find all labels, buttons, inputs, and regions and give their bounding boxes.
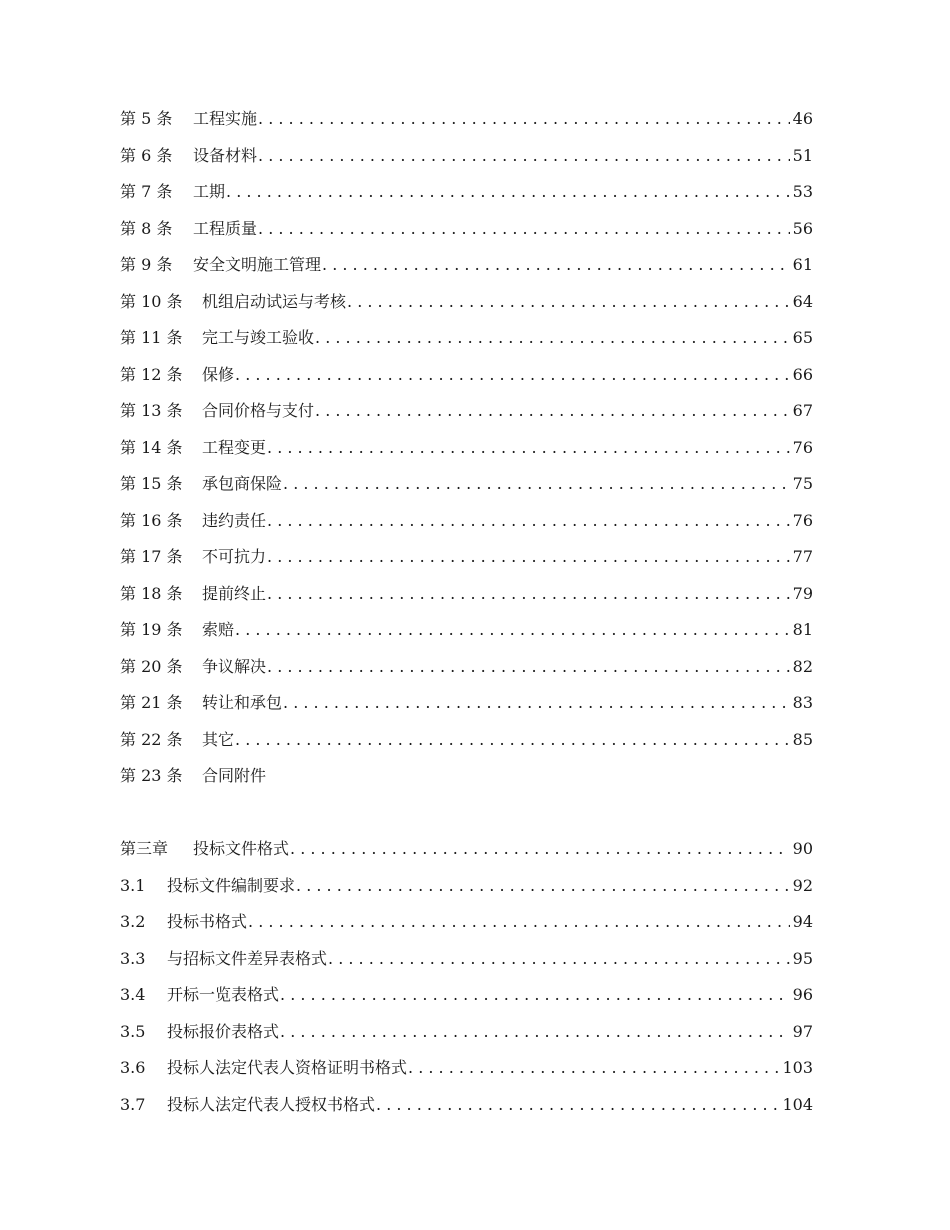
toc-entry-article-23[interactable] [120,758,813,795]
entry-page: 77 [792,547,813,566]
toc-entry-article-9[interactable] [120,247,813,284]
entry-title: 合同附件 [202,766,267,785]
dot-leader [248,904,790,941]
dot-leader [315,393,790,430]
entry-page: 90 [792,839,813,858]
entry-title: 投标报价表格式 [167,1021,280,1041]
entry-title: 安全文明施工管理 [193,255,322,274]
toc-entry-article-6[interactable] [120,138,813,175]
dot-leader [267,503,790,540]
dot-leader [376,1087,779,1124]
dot-leader [235,612,790,649]
entry-number: 第 19 条 [120,620,183,639]
entry-number: 3.7 [120,1094,146,1114]
dot-leader [267,576,790,613]
entry-title: 不可抗力 [202,547,267,566]
entry-page: 83 [792,693,813,712]
entry-number: 3.1 [120,875,146,895]
dot-leader [290,831,790,868]
entry-title: 提前终止 [202,583,267,603]
entry-title: 转让和承包 [202,693,283,712]
dot-leader [267,539,790,576]
toc-entry-section-3-1[interactable] [120,868,813,905]
entry-number: 第 21 条 [120,693,183,712]
entry-title: 投标文件编制要求 [167,875,296,895]
entry-number: 第 10 条 [120,291,183,311]
toc-entry-article-18[interactable] [120,576,813,613]
entry-title: 开标一览表格式 [167,985,280,1004]
entry-title: 工程实施 [193,109,258,128]
toc-entry-article-16[interactable] [120,503,813,540]
entry-title: 设备材料 [193,145,258,165]
entry-page: 76 [792,437,813,457]
entry-page: 53 [792,182,813,201]
toc-entry-article-10[interactable] [120,284,813,321]
entry-page: 56 [792,218,813,238]
entry-number: 第 15 条 [120,474,183,493]
toc-entry-section-3-5[interactable] [120,1014,813,1051]
dot-leader [322,247,790,284]
entry-number: 第 16 条 [120,510,183,530]
entry-number: 第 13 条 [120,401,183,420]
entry-page: 104 [782,1094,813,1114]
toc-entry-article-19[interactable] [120,612,813,649]
entry-number: 第 20 条 [120,656,183,676]
entry-title: 违约责任 [202,510,267,530]
entry-title: 投标书格式 [167,912,248,931]
entry-title: 索赔 [202,620,235,639]
entry-title: 机组启动试运与考核 [202,291,347,311]
dot-leader [296,868,790,905]
entry-number: 第三章 [120,839,169,858]
entry-page: 92 [792,875,813,895]
entry-title: 合同价格与支付 [202,401,315,420]
toc-entry-section-3-4[interactable] [120,977,813,1014]
toc-entry-section-3-3[interactable] [120,941,813,978]
entry-number: 第 23 条 [120,766,183,785]
toc-entry-article-8[interactable] [120,211,813,248]
toc-entry-article-17[interactable] [120,539,813,576]
toc-entry-article-13[interactable] [120,393,813,430]
entry-title: 工程变更 [202,437,267,457]
entry-page: 61 [792,255,813,274]
dot-leader [226,174,790,211]
entry-number: 3.2 [120,912,146,931]
entry-number: 第 14 条 [120,437,183,457]
entry-number: 第 17 条 [120,547,183,566]
entry-number: 第 18 条 [120,583,183,603]
entry-title: 争议解决 [202,656,267,676]
entry-number: 第 22 条 [120,729,183,749]
entry-page: 95 [792,948,813,968]
dot-leader [280,977,790,1014]
entry-page: 97 [792,1021,813,1041]
dot-leader [235,722,790,759]
toc-entry-section-3-6[interactable] [120,1050,813,1087]
entry-number: 第 12 条 [120,364,183,384]
entry-title: 完工与竣工验收 [202,328,315,347]
table-of-contents [120,101,813,1123]
entry-title: 工期 [193,182,226,201]
entry-page: 75 [792,474,813,493]
entry-page: 76 [792,510,813,530]
toc-entry-article-21[interactable] [120,685,813,722]
entry-title: 保修 [202,364,235,384]
entry-number: 3.5 [120,1021,146,1041]
dot-leader [267,430,790,467]
toc-entry-article-22[interactable] [120,722,813,759]
entry-title: 工程质量 [193,218,258,238]
toc-entry-article-12[interactable] [120,357,813,394]
entry-number: 3.4 [120,985,146,1004]
entry-number: 第 8 条 [120,218,173,238]
entry-number: 3.3 [120,948,146,968]
entry-page: 66 [792,364,813,384]
dot-leader [267,649,790,686]
entry-page: 65 [792,328,813,347]
entry-page: 85 [792,729,813,749]
entry-title: 与招标文件差异表格式 [167,948,328,968]
toc-entry-article-14[interactable] [120,430,813,467]
entry-number: 第 9 条 [120,255,173,274]
entry-title: 投标人法定代表人资格证明书格式 [167,1058,408,1077]
entry-number: 第 6 条 [120,145,173,165]
toc-entry-section-3-7[interactable] [120,1087,813,1124]
entry-number: 3.6 [120,1058,146,1077]
entry-title: 投标人法定代表人授权书格式 [167,1094,376,1114]
dot-leader [258,211,790,248]
toc-entry-section-3-2[interactable] [120,904,813,941]
entry-number: 第 7 条 [120,182,173,201]
entry-number: 第 5 条 [120,109,173,128]
dot-leader [235,357,790,394]
entry-title: 承包商保险 [202,474,283,493]
entry-page: 81 [792,620,813,639]
dot-leader [258,101,790,138]
toc-entry-article-5[interactable] [120,101,813,138]
section-gap [120,795,813,832]
entry-page: 94 [792,912,813,931]
toc-entry-article-11[interactable] [120,320,813,357]
entry-page: 64 [792,291,813,311]
dot-leader [315,320,790,357]
entry-page: 79 [792,583,813,603]
entry-page: 103 [782,1058,813,1077]
dot-leader [280,1014,790,1051]
dot-leader [283,466,790,503]
entry-number: 第 11 条 [120,328,183,347]
dot-leader [283,685,790,722]
toc-entry-article-7[interactable] [120,174,813,211]
entry-page: 96 [792,985,813,1004]
entry-title: 其它 [202,729,235,749]
toc-entry-chapter-3[interactable] [120,831,813,868]
toc-entry-article-15[interactable] [120,466,813,503]
entry-page: 51 [792,145,813,165]
dot-leader [408,1050,779,1087]
entry-page: 46 [792,109,813,128]
entry-page: 82 [792,656,813,676]
dot-leader [347,284,790,321]
toc-entry-article-20[interactable] [120,649,813,686]
entry-title: 投标文件格式 [193,839,290,858]
entry-page: 67 [792,401,813,420]
dot-leader [328,941,790,978]
dot-leader [258,138,790,175]
